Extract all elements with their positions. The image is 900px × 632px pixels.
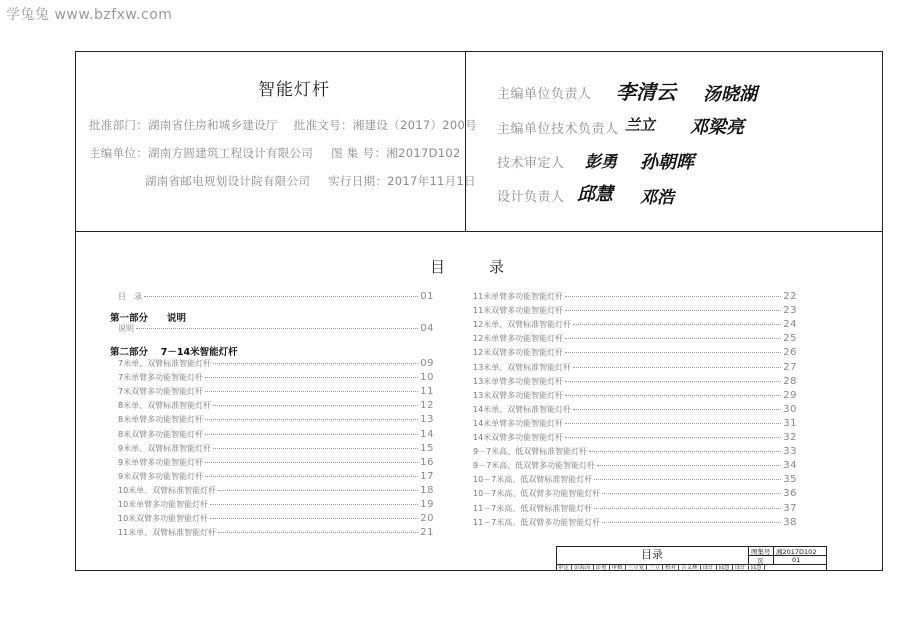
toc-entry-page: 12: [420, 400, 434, 412]
toc-leader: [565, 338, 781, 339]
toc-leader: [565, 437, 781, 438]
approval-dept: 湖南省住房和城乡建设厅: [148, 118, 278, 132]
toc-entry-title: 10米单臂多功能智能灯杆: [118, 500, 209, 509]
toc-entry[interactable]: [473, 376, 797, 387]
section-heading: 第一部分 说明: [110, 313, 187, 324]
toc-entry-page: 33: [783, 446, 797, 458]
toc-entry-title: 11－7米高、低双臂标准智能灯杆: [473, 503, 593, 513]
toc-leader: [213, 448, 418, 449]
toc-leader: [205, 419, 418, 420]
toc-entry-page: 29: [783, 389, 797, 401]
toc-entry[interactable]: [473, 404, 797, 415]
toc-entry[interactable]: [473, 319, 797, 330]
tb-row-cell: 审核: [610, 565, 626, 571]
signature: 李清云: [616, 80, 676, 104]
toc-entry[interactable]: [473, 488, 797, 499]
toc-entry[interactable]: [473, 333, 797, 344]
toc-entry[interactable]: [118, 358, 434, 369]
toc-entry-title: 目 录: [118, 292, 142, 301]
tb-row-cell: 兰立: [647, 565, 663, 571]
toc-entry[interactable]: [118, 429, 434, 440]
toc-entry-page: 14: [420, 428, 434, 440]
tb-row-cell: 审定: [556, 565, 572, 571]
toc-entry-title: 8米单臂多功能智能灯杆: [118, 415, 204, 425]
toc-entry[interactable]: [473, 460, 797, 471]
approval-info: [89, 117, 477, 133]
toc-entry-title: 10－7米高、低双臂多功能智能灯杆: [473, 489, 601, 499]
signature: 孙朝晖: [640, 152, 694, 173]
signature: 邱慧: [577, 184, 613, 205]
toc-leader: [565, 310, 781, 311]
toc-entry-page: 32: [783, 432, 797, 443]
toc-entry[interactable]: [473, 362, 797, 373]
toc-entry-page: 35: [783, 474, 797, 486]
section-heading: 第二部分 7－14米智能灯杆: [110, 347, 238, 358]
toc-entry[interactable]: [473, 446, 797, 457]
signature: 邓浩: [640, 188, 674, 208]
toc-leader: [205, 476, 418, 477]
toc-heading-char: 目: [430, 258, 448, 276]
toc-leader: [565, 395, 781, 396]
tb-row-cell: 彭勇: [594, 565, 610, 571]
toc-entry-title: 8米双臂多功能智能灯杆: [118, 429, 204, 439]
toc-entry-page: 28: [783, 375, 797, 387]
toc-leader: [594, 479, 781, 480]
approval-doc-label: 批准文号：: [293, 118, 353, 132]
approval-dept-label: 批准部门：: [89, 118, 148, 132]
toc-entry-page: 09: [420, 358, 434, 369]
toc-leader: [589, 451, 781, 452]
toc-entry[interactable]: [118, 400, 434, 411]
toc-entry[interactable]: [118, 443, 434, 454]
toc-leader: [602, 522, 781, 523]
toc-leader: [565, 381, 781, 382]
tb-row-cell: 校对: [663, 565, 679, 571]
role-tech-review: 技术审定人: [497, 156, 565, 171]
toc-entry[interactable]: [473, 305, 797, 316]
toc-leader: [594, 508, 781, 509]
editor-name: 湖南方圆建筑工程设计有限公司: [148, 146, 314, 160]
toc-leader: [565, 352, 781, 353]
tb-row-cell: 彭海涛: [572, 565, 594, 571]
toc-entry[interactable]: [473, 517, 797, 528]
toc-entry[interactable]: [118, 485, 434, 496]
toc-entry-title: 9米单、双臂标准智能灯杆: [118, 443, 212, 453]
tb-row-cell: 设计: [733, 565, 749, 571]
tb-row-cell: 兰立党: [626, 565, 648, 571]
toc-entry-page: 04: [420, 323, 434, 334]
toc-leader: [565, 423, 781, 424]
toc-leader: [136, 328, 418, 329]
approval-doc: 湘建设（2017）200号: [352, 118, 477, 132]
toc-entry-page: 18: [420, 484, 434, 496]
toc-entry[interactable]: [118, 499, 434, 510]
tb-row-cell: 设计: [701, 565, 717, 571]
toc-entry-title: 13米单、双臂标准智能灯杆: [473, 362, 572, 372]
toc-entry[interactable]: [118, 386, 434, 397]
toc-entry-page: 01: [420, 291, 434, 302]
toc-leader: [205, 462, 418, 463]
role-tech-head: 主编单位技术负责人: [497, 122, 619, 137]
toc-leader: [597, 465, 781, 466]
tb-row-cell: 吉艾林: [679, 565, 701, 571]
editor-label: 主编单位：: [89, 146, 148, 160]
toc-entry[interactable]: [473, 503, 797, 514]
toc-entry[interactable]: [118, 513, 434, 524]
toc-entry[interactable]: [118, 372, 434, 383]
toc-entry-title: 7米单臂多功能智能灯杆: [118, 373, 204, 383]
atlas-no: 湘2017D102: [386, 146, 461, 160]
toc-entry-title: 11米双臂多功能智能灯杆: [473, 306, 564, 316]
toc-leader: [210, 504, 418, 505]
atlas-label: 图 集 号：: [331, 146, 387, 160]
toc-leader: [218, 532, 418, 533]
tb-atlas-no: 湘2017D102: [776, 548, 817, 556]
editor2-info: [145, 173, 476, 189]
tb-page-no: 01: [792, 556, 801, 564]
toc-entry[interactable]: [473, 432, 797, 443]
toc-leader: [210, 518, 418, 519]
toc-entry-title: 12米双臂多功能智能灯杆: [473, 348, 564, 358]
toc-entry[interactable]: [118, 323, 434, 334]
toc-entry[interactable]: [118, 527, 434, 538]
toc-entry-title: 9－7米高、低双臂标准智能灯杆: [473, 447, 588, 457]
header-divider: [465, 51, 466, 232]
toc-entry-title: 8米单、双臂标准智能灯杆: [118, 401, 212, 411]
toc-leader: [573, 409, 781, 410]
toc-entry-title: 14米双臂多功能智能灯杆: [473, 433, 564, 442]
toc-entry-page: 31: [783, 417, 797, 429]
toc-entry-page: 15: [420, 442, 434, 454]
toc-entry-title: 10米双臂多功能智能灯杆: [118, 514, 209, 524]
role-design-head: 设计负责人: [497, 190, 565, 205]
tb-row-cell: 邱慧: [749, 565, 765, 571]
title-block-signature-row: [556, 564, 827, 571]
toc-entry-title: 12米单、双臂标准智能灯杆: [473, 320, 572, 330]
signature: 兰立: [625, 116, 656, 134]
toc-leader: [205, 377, 418, 378]
toc-entry-title: 9米单臂多功能智能灯杆: [118, 457, 204, 467]
toc-entry-title: 13米单臂多功能智能灯杆: [473, 376, 564, 386]
toc-entry-page: 11: [420, 386, 434, 398]
watermark: 学兔兔 www.bzfxw.com: [6, 7, 173, 23]
tb-atlas-label: 图集号: [751, 548, 771, 556]
toc-leader: [602, 493, 781, 494]
toc-entry-title: 14米单臂多功能智能灯杆: [473, 418, 564, 428]
toc-entry[interactable]: [473, 347, 797, 358]
tb-page-label: 页: [757, 557, 764, 565]
toc-entry-page: 25: [783, 333, 797, 345]
toc-entry[interactable]: [473, 390, 797, 401]
toc-entry-page: 27: [783, 361, 797, 373]
toc-entry-page: 17: [420, 470, 434, 482]
toc-entry-page: 22: [783, 291, 797, 302]
header-block: [75, 51, 883, 232]
date-value: 2017年11月1日: [387, 174, 476, 188]
toc-entry-page: 21: [420, 527, 434, 539]
toc-entry-page: 24: [783, 319, 797, 331]
toc-entry-title: 10米单、双臂标准智能灯杆: [118, 485, 217, 495]
toc-leader: [218, 490, 418, 491]
toc-heading: [430, 256, 506, 277]
toc-entry[interactable]: [118, 457, 434, 468]
toc-leader: [144, 296, 418, 297]
toc-entry[interactable]: [473, 291, 797, 302]
signature: 彭勇: [585, 152, 618, 171]
toc-entry-page: 38: [783, 516, 797, 528]
tb-row-cell: 邱慧: [717, 565, 733, 571]
toc-entry[interactable]: [473, 418, 797, 429]
toc-entry-title: 7米双臂多功能智能灯杆: [118, 387, 204, 397]
editor-info: [89, 145, 461, 161]
toc-entry-page: 26: [783, 347, 797, 359]
toc-leader: [573, 367, 781, 368]
title-block-name: 目录: [556, 546, 749, 564]
toc-entry-title: 11米单臂多功能智能灯杆: [473, 292, 564, 301]
toc-heading-char: 录: [489, 258, 507, 276]
date-label: 实行日期：: [328, 174, 388, 188]
signature: 邓梁亮: [690, 117, 744, 138]
toc-entry-title: 13米双臂多功能智能灯杆: [473, 390, 564, 400]
toc-entry[interactable]: [118, 291, 434, 302]
toc-entry[interactable]: [118, 414, 434, 425]
toc-entry-title: 11－7米高、低双臂多功能智能灯杆: [473, 517, 601, 527]
toc-entry-page: 10: [420, 372, 434, 384]
toc-entry-title: 7米单、双臂标准智能灯杆: [118, 359, 212, 368]
toc-leader: [213, 363, 418, 364]
toc-entry-page: 37: [783, 502, 797, 514]
toc-entry[interactable]: [118, 471, 434, 482]
toc-entry-page: 36: [783, 488, 797, 500]
toc-entry-page: 23: [783, 305, 797, 317]
toc-leader: [205, 434, 418, 435]
toc-leader: [573, 324, 781, 325]
toc-entry-title: 说明: [118, 324, 134, 333]
toc-leader: [205, 391, 418, 392]
role-editor-head: 主编单位负责人: [497, 87, 592, 102]
toc-entry-title: 10－7米高、低双臂标准智能灯杆: [473, 475, 593, 485]
toc-entry-page: 13: [420, 414, 434, 426]
toc-entry-title: 11米单、双臂标准智能灯杆: [118, 528, 217, 538]
toc-leader: [565, 296, 781, 297]
toc-entry-title: 9米双臂多功能智能灯杆: [118, 471, 204, 481]
toc-entry-title: 9－7米高、低双臂多功能智能灯杆: [473, 461, 596, 471]
toc-entry-title: 14米单、双臂标准智能灯杆: [473, 404, 572, 414]
toc-entry-page: 34: [783, 460, 797, 472]
toc-entry-page: 30: [783, 403, 797, 415]
toc-entry-page: 19: [420, 499, 434, 510]
toc-entry[interactable]: [473, 474, 797, 485]
toc-leader: [213, 405, 418, 406]
signature: 汤晓湖: [703, 84, 757, 105]
toc-entry-title: 12米单臂多功能智能灯杆: [473, 334, 564, 344]
toc-entry-page: 20: [420, 513, 434, 525]
toc-entry-page: 16: [420, 456, 434, 468]
editor2-name: 湖南省邮电规划设计院有限公司: [145, 174, 311, 188]
page-title: 智能灯杆: [258, 80, 330, 100]
